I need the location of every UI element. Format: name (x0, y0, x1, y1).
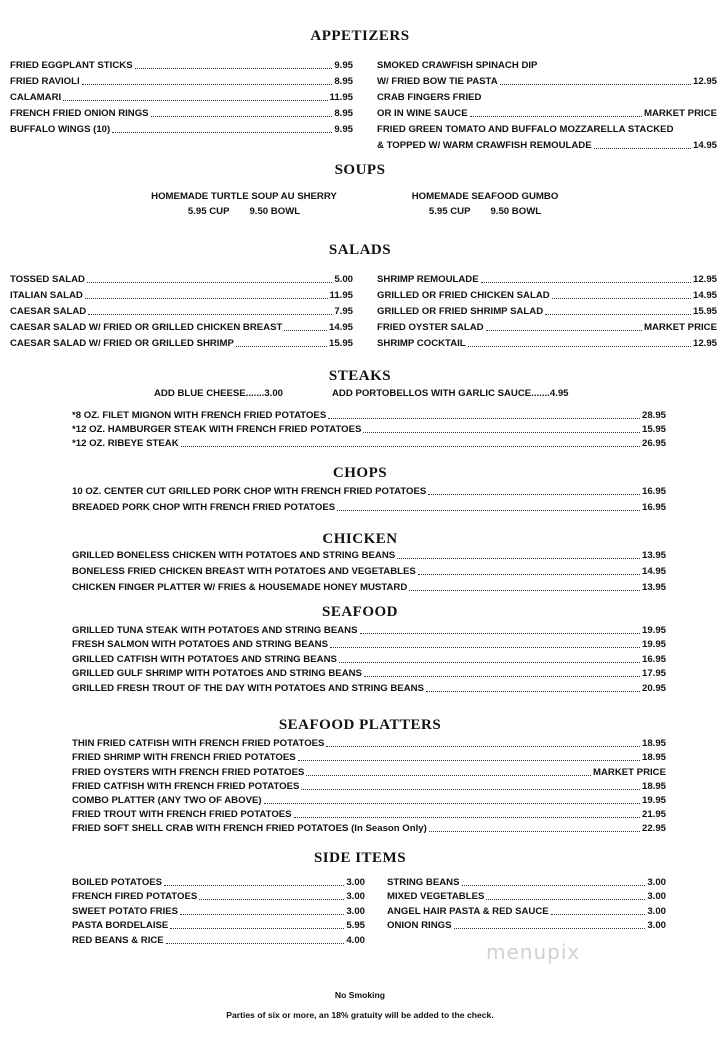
soup-name: HOMEMADE SEAFOOD GUMBO (411, 191, 559, 202)
menu-item: ANGEL HAIR PASTA & RED SAUCE 3.00 (387, 905, 666, 917)
seafood-list (72, 622, 666, 695)
menu-item: ONION RINGS 3.00 (387, 920, 666, 932)
soup-bowl-price: 9.50 BOWL (249, 206, 301, 217)
menu-item: FRIED OYSTERS WITH FRENCH FRIED POTATOES MARKET PRICE (72, 766, 666, 778)
menu-item: CAESAR SALAD W/ FRIED OR GRILLED CHICKEN BREAST 14.95 (10, 322, 353, 333)
menu-item: OR IN WINE SAUCE MARKET PRICE (377, 108, 717, 119)
menu-item: FRESH SALMON WITH POTATOES AND STRING BEANS 19.95 (72, 639, 666, 651)
menu-item: GRILLED TUNA STEAK WITH POTATOES AND STRING BEANS 19.95 (72, 624, 666, 636)
menu-item: *8 OZ. FILET MIGNON WITH FRENCH FRIED POTATOES 28.95 (72, 410, 666, 421)
menu-item: CALAMARI 11.95 (10, 92, 353, 103)
side-items-title: SIDE ITEMS (313, 850, 407, 866)
menu-item: FRIED CATFISH WITH FRENCH FRIED POTATOES 18.95 (72, 780, 666, 792)
menu-item: FRENCH FRIED ONION RINGS 8.95 (10, 108, 353, 119)
no-smoking-note: No Smoking (334, 990, 386, 1000)
sides-left-column (72, 874, 365, 947)
appetizers-right-column (377, 56, 717, 152)
steaks-title: STEAKS (328, 368, 392, 384)
menu-item: COMBO PLATTER (ANY TWO OF ABOVE) 19.95 (72, 794, 666, 806)
menu-item: FRIED TROUT WITH FRENCH FRIED POTATOES 21.95 (72, 809, 666, 821)
menu-item: BUFFALO WINGS (10) 9.95 (10, 124, 353, 135)
sides-right-column (387, 874, 666, 932)
menu-item: BONELESS FRIED CHICKEN BREAST WITH POTATOES AND VEGETABLES 14.95 (72, 566, 666, 577)
salads-right-column (377, 270, 717, 350)
menu-item: SWEET POTATO FRIES 3.00 (72, 905, 365, 917)
seafood-platters-title: SEAFOOD PLATTERS (278, 717, 442, 733)
menu-item: CAESAR SALAD W/ FRIED OR GRILLED SHRIMP 15.95 (10, 338, 353, 349)
menu-item: FRENCH FIRED POTATOES 3.00 (72, 891, 365, 903)
menu-item: GRILLED GULF SHRIMP WITH POTATOES AND STRING BEANS 17.95 (72, 668, 666, 680)
chops-list (72, 482, 666, 514)
menu-item: CHICKEN FINGER PLATTER W/ FRIES & HOUSEMADE HONEY MUSTARD 13.95 (72, 582, 666, 593)
menu-item: FRIED RAVIOLI 8.95 (10, 76, 353, 87)
menu-item: ITALIAN SALAD 11.95 (10, 290, 353, 301)
steak-addon-blue-cheese: ADD BLUE CHEESE.......3.00 (154, 388, 284, 399)
menu-item: & TOPPED W/ WARM CRAWFISH REMOULADE 14.95 (377, 140, 717, 151)
chicken-title: CHICKEN (322, 531, 398, 547)
menu-item: FRIED SHRIMP WITH FRENCH FRIED POTATOES 18.95 (72, 752, 666, 764)
soup-cup-price: 5.95 CUP (428, 206, 471, 217)
menu-item: BREADED PORK CHOP WITH FRENCH FRIED POTATOES 16.95 (72, 502, 666, 513)
menu-item: THIN FRIED CATFISH WITH FRENCH FRIED POTATOES 18.95 (72, 738, 666, 750)
menu-item: FRIED SOFT SHELL CRAB WITH FRENCH FRIED POTATOES (In Season Only) 22.95 (72, 823, 666, 835)
menu-item: PASTA BORDELAISE 5.95 (72, 920, 365, 932)
menu-item: GRILLED FRESH TROUT OF THE DAY WITH POTATOES AND STRING BEANS 20.95 (72, 682, 666, 694)
menu-item: SHRIMP REMOULADE 12.95 (377, 274, 717, 285)
menu-item: *12 OZ. HAMBURGER STEAK WITH FRENCH FRIED POTATOES 15.95 (72, 424, 666, 435)
menu-item: GRILLED OR FRIED CHICKEN SALAD 14.95 (377, 290, 717, 301)
soup-item (130, 189, 358, 219)
steak-addon-portobellos: ADD PORTOBELLOS WITH GARLIC SAUCE.......4.95 (332, 388, 569, 399)
soup-item (385, 189, 585, 219)
menu-item: BOILED POTATOES 3.00 (72, 876, 365, 888)
menu-item: *12 OZ. RIBEYE STEAK 26.95 (72, 438, 666, 449)
appetizers-left-column (10, 56, 353, 136)
appetizers-title: APPETIZERS (310, 28, 410, 44)
menu-item: SHRIMP COCKTAIL 12.95 (377, 338, 717, 349)
menu-item: RED BEANS & RICE 4.00 (72, 934, 365, 946)
soup-cup-price: 5.95 CUP (187, 206, 230, 217)
menu-item-line: FRIED GREEN TOMATO AND BUFFALO MOZZARELLA STACKED (377, 124, 674, 135)
menupix-watermark: menupix (486, 940, 581, 964)
seafood-title: SEAFOOD (321, 604, 398, 620)
chicken-list (72, 546, 666, 594)
menu-item: FRIED EGGPLANT STICKS 9.95 (10, 60, 353, 71)
menu-item: CAESAR SALAD 7.95 (10, 306, 353, 317)
menu-item: GRILLED BONELESS CHICKEN WITH POTATOES AND STRING BEANS 13.95 (72, 550, 666, 561)
menu-item: 10 OZ. CENTER CUT GRILLED PORK CHOP WITH FRENCH FRIED POTATOES 16.95 (72, 486, 666, 497)
chops-title: CHOPS (332, 465, 388, 481)
menu-item: GRILLED CATFISH WITH POTATOES AND STRING BEANS 16.95 (72, 653, 666, 665)
salads-left-column (10, 270, 353, 350)
menu-item: TOSSED SALAD 5.00 (10, 274, 353, 285)
menu-item: W/ FRIED BOW TIE PASTA 12.95 (377, 76, 717, 87)
menu-item: FRIED OYSTER SALAD MARKET PRICE (377, 322, 717, 333)
menu-item: GRILLED OR FRIED SHRIMP SALAD 15.95 (377, 306, 717, 317)
soup-name: HOMEMADE TURTLE SOUP AU SHERRY (151, 191, 337, 202)
steaks-list (72, 408, 666, 450)
soup-bowl-price: 9.50 BOWL (490, 206, 542, 217)
menu-item-line: SMOKED CRAWFISH SPINACH DIP (377, 60, 538, 71)
soups-title: SOUPS (334, 162, 386, 178)
menu-item-line: CRAB FINGERS FRIED (377, 92, 482, 103)
menu-item: MIXED VEGETABLES 3.00 (387, 891, 666, 903)
salads-title: SALADS (328, 242, 392, 258)
gratuity-note: Parties of six or more, an 18% gratuity will be added to the check. (226, 1010, 494, 1020)
seafood-platters-list (72, 736, 666, 835)
menu-item: STRING BEANS 3.00 (387, 876, 666, 888)
